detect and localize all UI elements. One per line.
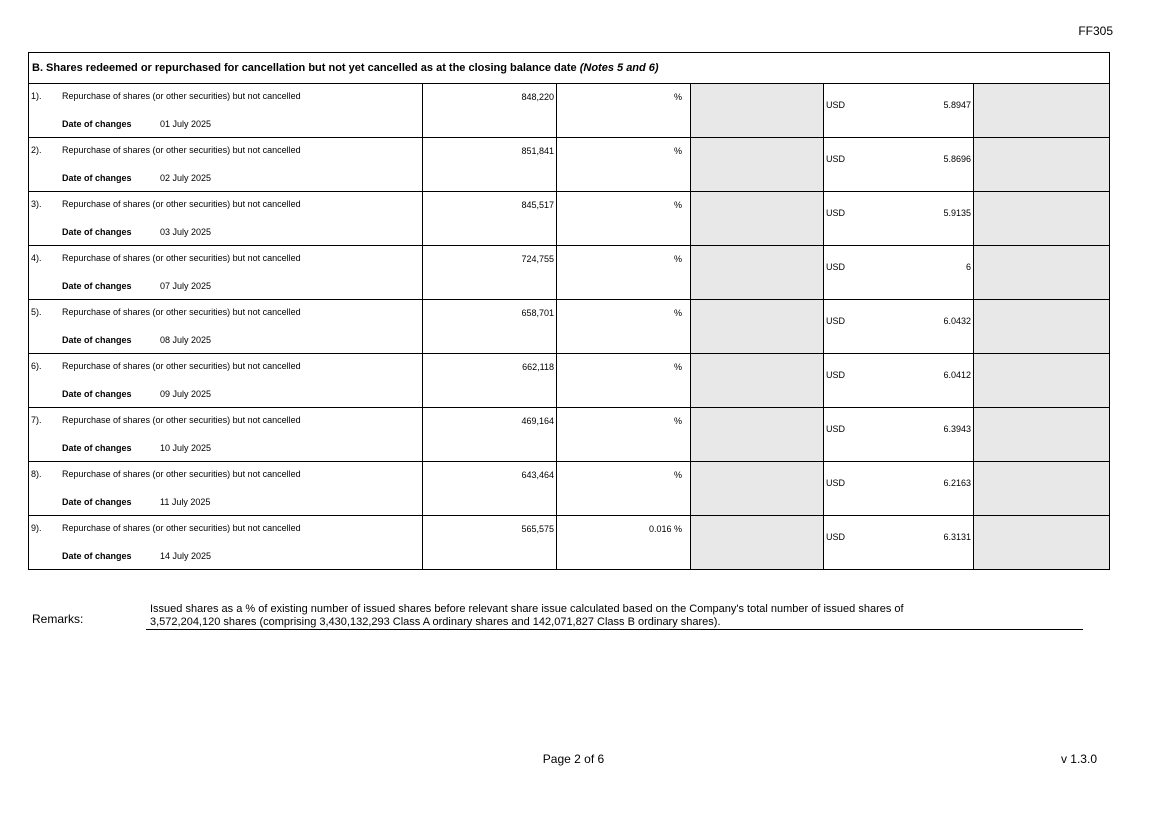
percent-cell: [557, 516, 691, 570]
row-number: 9).: [31, 523, 42, 533]
remarks-text: [146, 603, 1083, 630]
shares-cell: [423, 300, 557, 354]
price-cell: [824, 84, 974, 138]
row-label: Repurchase of shares (or other securities) but not cancelled: [62, 145, 301, 155]
price-value: 5.8947: [943, 100, 971, 110]
currency: USD: [826, 532, 846, 542]
shares-value: 724,755: [521, 254, 554, 264]
price-cell: [824, 462, 974, 516]
date-of-changes-label: Date of changes: [62, 173, 132, 183]
shaded-cell: [691, 300, 824, 354]
date-of-changes-value: 09 July 2025: [160, 389, 212, 399]
shares-cell: [423, 138, 557, 192]
row-description: [29, 192, 423, 246]
price-cell: [824, 408, 974, 462]
form-code: FF305: [1078, 24, 1113, 38]
percent-cell: [557, 408, 691, 462]
shaded-cell: [691, 408, 824, 462]
currency: USD: [826, 478, 846, 488]
date-of-changes-value: 10 July 2025: [160, 443, 212, 453]
percent-value: %: [673, 200, 682, 210]
price-cell: [824, 354, 974, 408]
shaded-cell: [974, 300, 1110, 354]
shaded-cell: [974, 516, 1110, 570]
date-of-changes-value: 11 July 2025: [160, 497, 211, 507]
shares-cell: [423, 84, 557, 138]
shares-cell: [423, 354, 557, 408]
percent-value: %: [673, 362, 682, 372]
percent-value: 0.016 %: [648, 524, 682, 534]
currency: USD: [826, 316, 846, 326]
row-description: [29, 300, 423, 354]
table-row: [29, 516, 1110, 570]
price-cell: [824, 300, 974, 354]
percent-cell: [557, 462, 691, 516]
shaded-cell: [691, 354, 824, 408]
row-description: [29, 246, 423, 300]
currency: USD: [826, 424, 846, 434]
row-label: Repurchase of shares (or other securities) but not cancelled: [62, 523, 301, 533]
currency: USD: [826, 100, 846, 110]
percent-cell: [557, 192, 691, 246]
remarks-label: Remarks:: [32, 612, 84, 626]
table-row: [29, 354, 1110, 408]
shares-value: 643,464: [521, 470, 554, 480]
date-of-changes-label: Date of changes: [62, 119, 132, 129]
date-of-changes-value: 03 July 2025: [160, 227, 212, 237]
shares-value: 848,220: [521, 92, 554, 102]
currency: USD: [826, 262, 846, 272]
shares-value: 565,575: [521, 524, 554, 534]
version: v 1.3.0: [1060, 752, 1097, 766]
percent-cell: [557, 138, 691, 192]
shares-cell: [423, 516, 557, 570]
price-value: 6.3943: [943, 424, 971, 434]
row-description: [29, 84, 423, 138]
percent-cell: [557, 300, 691, 354]
shaded-cell: [974, 408, 1110, 462]
row-description: [29, 408, 423, 462]
shaded-cell: [691, 138, 824, 192]
shaded-cell: [691, 516, 824, 570]
price-cell: [824, 192, 974, 246]
shares-value: 851,841: [521, 146, 554, 156]
shaded-cell: [691, 462, 824, 516]
shaded-cell: [974, 462, 1110, 516]
section-title-text: B. Shares redeemed or repurchased for cancellation but not yet cancelled as at the closing balance date: [32, 62, 577, 74]
shares-cell: [423, 408, 557, 462]
row-number: 2).: [31, 145, 42, 155]
date-of-changes-label: Date of changes: [62, 497, 132, 507]
percent-value: %: [673, 470, 682, 480]
table-row: [29, 408, 1110, 462]
percent-value: %: [673, 92, 682, 102]
row-description: [29, 354, 423, 408]
row-label: Repurchase of shares (or other securities) but not cancelled: [62, 415, 301, 425]
page-number: Page 2 of 6: [542, 752, 605, 766]
date-of-changes-value: 01 July 2025: [160, 119, 212, 129]
date-of-changes-label: Date of changes: [62, 227, 132, 237]
date-of-changes-label: Date of changes: [62, 389, 132, 399]
table-row: [29, 138, 1110, 192]
price-cell: [824, 246, 974, 300]
date-of-changes-label: Date of changes: [62, 281, 132, 291]
repurchase-table: [28, 52, 1110, 570]
percent-value: %: [673, 308, 682, 318]
row-label: Repurchase of shares (or other securities) but not cancelled: [62, 253, 301, 263]
row-description: [29, 462, 423, 516]
row-number: 4).: [31, 253, 42, 263]
table-row: [29, 192, 1110, 246]
price-cell: [824, 138, 974, 192]
currency: USD: [826, 154, 846, 164]
shares-cell: [423, 246, 557, 300]
row-number: 6).: [31, 361, 42, 371]
currency: USD: [826, 208, 846, 218]
date-of-changes-value: 07 July 2025: [160, 281, 212, 291]
shaded-cell: [974, 192, 1110, 246]
price-value: 5.9135: [943, 208, 971, 218]
shaded-cell: [691, 246, 824, 300]
date-of-changes-value: 02 July 2025: [160, 173, 212, 183]
row-description: [29, 516, 423, 570]
shaded-cell: [974, 138, 1110, 192]
shaded-cell: [974, 354, 1110, 408]
row-number: 8).: [31, 469, 42, 479]
shares-cell: [423, 462, 557, 516]
shares-value: 469,164: [521, 416, 554, 426]
remarks-line-1: Issued shares as a % of existing number of issued shares before relevant share issue calculated based on the Company's total number of issued shares of: [150, 603, 904, 615]
percent-value: %: [673, 416, 682, 426]
row-number: 5).: [31, 307, 42, 317]
shares-value: 658,701: [521, 308, 554, 318]
shaded-cell: [974, 84, 1110, 138]
date-of-changes-value: 08 July 2025: [160, 335, 212, 345]
percent-cell: [557, 84, 691, 138]
shaded-cell: [691, 84, 824, 138]
price-value: 6.0412: [943, 370, 971, 380]
price-value: 6.0432: [943, 316, 971, 326]
row-number: 1).: [31, 91, 42, 101]
row-number: 3).: [31, 199, 42, 209]
date-of-changes-label: Date of changes: [62, 443, 132, 453]
percent-value: %: [673, 146, 682, 156]
section-notes: (Notes 5 and 6): [579, 62, 659, 74]
price-value: 6.3131: [943, 532, 971, 542]
row-description: [29, 138, 423, 192]
table-row: [29, 246, 1110, 300]
percent-value: %: [673, 254, 682, 264]
shaded-cell: [691, 192, 824, 246]
price-value: 6: [965, 262, 971, 272]
currency: USD: [826, 370, 846, 380]
price-cell: [824, 516, 974, 570]
date-of-changes-value: 14 July 2025: [160, 551, 212, 561]
shares-value: 662,118: [522, 362, 554, 372]
price-value: 5.8696: [943, 154, 971, 164]
row-label: Repurchase of shares (or other securities) but not cancelled: [62, 361, 301, 371]
shares-value: 845,517: [521, 200, 554, 210]
date-of-changes-label: Date of changes: [62, 551, 132, 561]
row-label: Repurchase of shares (or other securities) but not cancelled: [62, 307, 301, 317]
table-row: [29, 462, 1110, 516]
row-number: 7).: [31, 415, 42, 425]
table-row: [29, 84, 1110, 138]
row-label: Repurchase of shares (or other securities) but not cancelled: [62, 469, 301, 479]
section-title-row: [29, 53, 1110, 84]
shares-cell: [423, 192, 557, 246]
section-title: [29, 53, 1110, 84]
table-row: [29, 300, 1110, 354]
percent-cell: [557, 354, 691, 408]
shaded-cell: [974, 246, 1110, 300]
row-label: Repurchase of shares (or other securities) but not cancelled: [62, 199, 301, 209]
price-value: 6.2163: [943, 478, 971, 488]
date-of-changes-label: Date of changes: [62, 335, 132, 345]
row-label: Repurchase of shares (or other securities) but not cancelled: [62, 91, 301, 101]
remarks-line-2: 3,572,204,120 shares (comprising 3,430,132,293 Class A ordinary shares and 142,071,827 Class B ordinary shares).: [150, 616, 721, 628]
percent-cell: [557, 246, 691, 300]
